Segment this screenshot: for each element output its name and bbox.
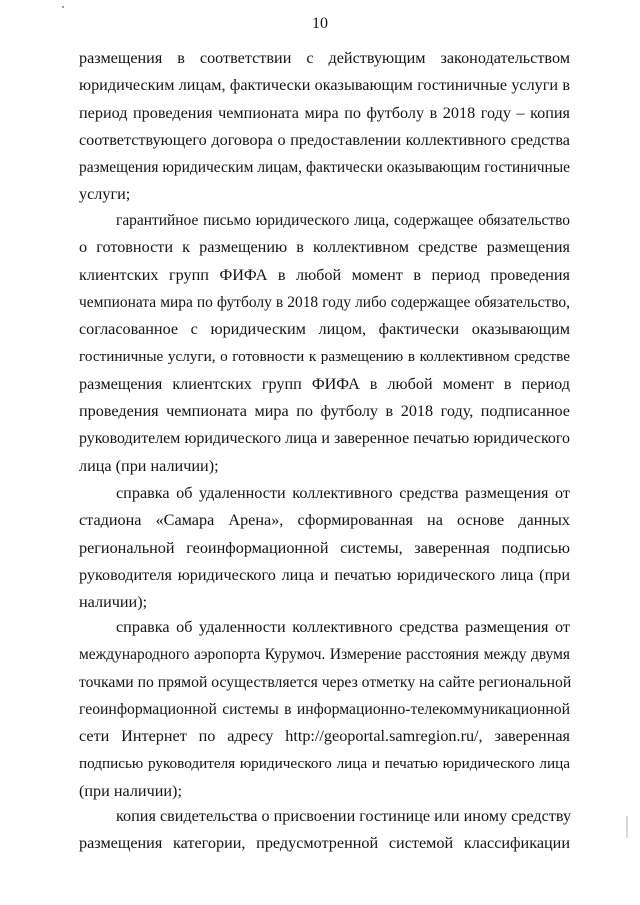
paragraph-airport-distance (79, 614, 570, 805)
scan-edge-mark (626, 816, 628, 838)
text-line: геоинформационной системы в информационно-телекоммуникационной (79, 700, 570, 718)
text-line: период проведения чемпионата мира по футболу в 2018 году – копия (79, 103, 570, 122)
text-line: размещения юридическим лицам, фактически оказывающим гостиничные (79, 159, 570, 177)
text-line: клиентских групп ФИФА в любой момент в период проведения (79, 265, 570, 284)
text-line: региональной геоинформационной системы, заверенная подписью (79, 538, 570, 557)
text-line: справка об удаленности коллективного средства размещения от (116, 484, 570, 502)
text-line: услуги; (79, 185, 131, 204)
text-line: сети Интернет по адресу http://geoportal.samregion.ru/, заверенная (79, 727, 570, 746)
text-line: справка об удаленности коллективного средства размещения от (116, 618, 570, 636)
text-line: гостиничные услуги, о готовности к размещению в коллективном средстве (79, 348, 570, 366)
scan-dot (62, 6, 64, 8)
paragraph-stadium-distance (79, 480, 570, 616)
text-line: проведения чемпионата мира по футболу в 2018 году, подписанное (79, 402, 570, 421)
text-line: размещения категории, предусмотренной системой классификации (79, 834, 570, 853)
text-line: международного аэропорта Курумоч. Измерение расстояния между двумя (79, 646, 570, 664)
text-line: (при наличии); (79, 781, 182, 800)
text-line: руководителя юридического лица и печатью юридического лица (при (79, 565, 570, 584)
text-line: лица (при наличии); (79, 456, 219, 475)
text-line: размещения в соответствии с действующим законодательством (79, 49, 570, 67)
text-line: соответствующего договора о предоставлении коллективного средства (79, 130, 570, 149)
page-number: 10 (312, 15, 328, 32)
paragraph-category-certificate (79, 803, 570, 858)
text-line: согласованное с юридическим лицом, фактически оказывающим (79, 320, 570, 339)
text-line: наличии); (79, 593, 148, 612)
text-line: точками по прямой осуществляется через отметку на сайте региональной (79, 673, 572, 691)
text-line: гарантийное письмо юридического лица, содержащее обязательство (116, 212, 570, 229)
text-line: копия свидетельства о присвоении гостинице или иному средству (116, 807, 572, 825)
paragraph-guarantee-letter (79, 207, 570, 480)
text-line: чемпионата мира по футболу в 2018 году либо содержащее обязательство, (79, 293, 570, 311)
text-line: стадиона «Самара Арена», сформированная на основе данных (79, 511, 570, 530)
text-line: о готовности к размещению в коллективном средстве размещения (79, 238, 570, 257)
text-line: руководителем юридического лица и заверенное печатью юридического (79, 430, 570, 448)
text-line: юридическим лицам, фактически оказывающим гостиничные услуги в (79, 76, 570, 95)
text-line: размещения клиентских групп ФИФА в любой момент в период (79, 374, 570, 393)
paragraph-contract-copy (79, 45, 570, 209)
text-line: подписью руководителя юридического лица и печатью юридического лица (79, 755, 570, 773)
